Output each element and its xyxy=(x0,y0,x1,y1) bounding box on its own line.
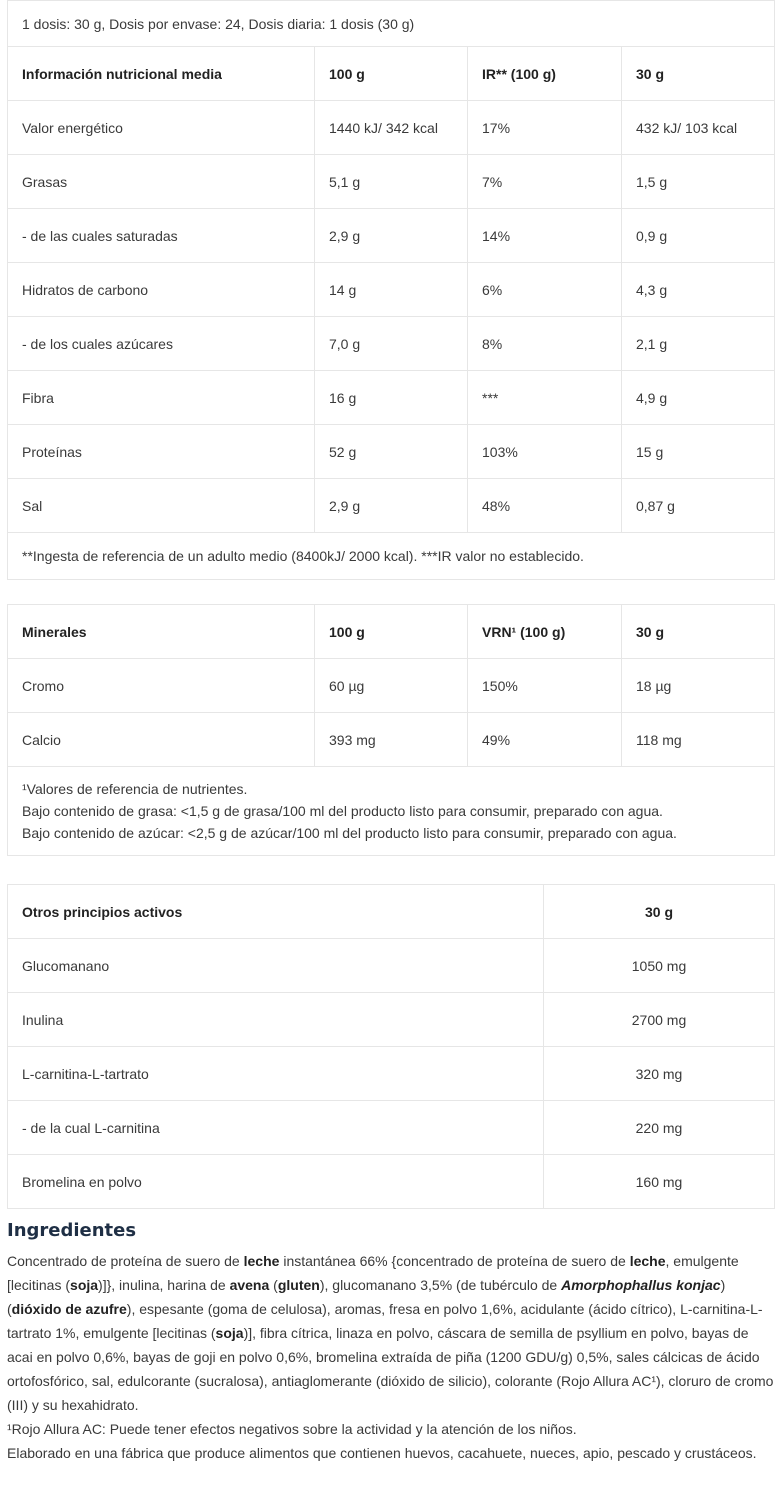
value-100g: 2,9 g xyxy=(315,209,468,263)
value-100g: 1440 kJ/ 342 kcal xyxy=(315,101,468,155)
table-header-row xyxy=(8,47,775,101)
value-ir: 7% xyxy=(468,155,622,209)
value-ir: 6% xyxy=(468,263,622,317)
value-30g: 0,87 g xyxy=(622,479,775,533)
factory-note: Elaborado en una fábrica que produce alimentos que contienen huevos, cacahuete, nueces, apio, pescado y crustáceos. xyxy=(7,1445,757,1461)
header-cell: VRN¹ (100 g) xyxy=(468,605,622,659)
nutrient-name: Sal xyxy=(8,479,315,533)
value-100g: 393 mg xyxy=(315,713,468,767)
nutrient-name: - de las cuales saturadas xyxy=(8,209,315,263)
value-vrn: 49% xyxy=(468,713,622,767)
allergen-text: soja xyxy=(215,1325,244,1341)
value-ir: 48% xyxy=(468,479,622,533)
allergen-text: leche xyxy=(243,1253,280,1269)
species-name: Amorphophallus konjac xyxy=(561,1277,721,1293)
table-row xyxy=(8,425,775,479)
ingredient-text: ), glucomanano 3,5% (de tubérculo de xyxy=(319,1277,562,1293)
value-vrn: 150% xyxy=(468,659,622,713)
value-ir: 103% xyxy=(468,425,622,479)
value-30g: 320 mg xyxy=(544,1047,775,1101)
ingredients-title: Ingredientes xyxy=(7,1220,137,1241)
nutrient-name: Proteínas xyxy=(8,425,315,479)
allura-note: ¹Rojo Allura AC: Puede tener efectos negativos sobre la actividad y la atención de los niños. xyxy=(7,1421,577,1437)
ingredient-text: Concentrado de proteína de suero de xyxy=(7,1253,244,1269)
value-30g: 2,1 g xyxy=(622,317,775,371)
table-row xyxy=(8,939,775,993)
table-row xyxy=(8,371,775,425)
actives-table-section xyxy=(7,884,774,1209)
value-30g: 160 mg xyxy=(544,1155,775,1209)
value-30g: 2700 mg xyxy=(544,993,775,1047)
ingredient-text: , emulgente [lecitinas ( xyxy=(7,1253,739,1293)
minerals-notes xyxy=(8,767,775,856)
serving-info-row xyxy=(8,1,775,47)
notes-row xyxy=(8,767,775,856)
header-cell: 30 g xyxy=(622,47,775,101)
table-row xyxy=(8,1155,775,1209)
actives-table xyxy=(7,884,775,1209)
table-row xyxy=(8,659,775,713)
value-30g: 118 mg xyxy=(622,713,775,767)
active-name: Inulina xyxy=(8,993,544,1047)
header-cell: 100 g xyxy=(315,47,468,101)
value-100g: 60 µg xyxy=(315,659,468,713)
ingredients-section xyxy=(7,1220,774,1465)
header-cell: Minerales xyxy=(8,605,315,659)
note-line: ¹Valores de referencia de nutrientes. xyxy=(22,781,248,797)
active-name: Bromelina en polvo xyxy=(8,1155,544,1209)
allergen-text: gluten xyxy=(277,1277,320,1293)
header-cell: Otros principios activos xyxy=(8,885,544,939)
active-name: - de la cual L-carnitina xyxy=(8,1101,544,1155)
value-30g: 0,9 g xyxy=(622,209,775,263)
value-100g: 16 g xyxy=(315,371,468,425)
ingredient-text: ) ( xyxy=(7,1277,726,1317)
table-row xyxy=(8,317,775,371)
table-row xyxy=(8,101,775,155)
table-row xyxy=(8,1047,775,1101)
table-header-row xyxy=(8,605,775,659)
header-cell: 100 g xyxy=(315,605,468,659)
ingredient-text: instantánea 66% {concentrado de proteína de suero de xyxy=(279,1253,630,1269)
value-ir: 8% xyxy=(468,317,622,371)
header-cell: IR** (100 g) xyxy=(468,47,622,101)
nutrient-name: - de los cuales azúcares xyxy=(8,317,315,371)
nutrient-name: Fibra xyxy=(8,371,315,425)
nutrient-name: Grasas xyxy=(8,155,315,209)
header-cell: Información nutricional media xyxy=(8,47,315,101)
value-30g: 4,9 g xyxy=(622,371,775,425)
allergen-text: soja xyxy=(70,1277,99,1293)
note-line: Bajo contenido de grasa: <1,5 g de grasa/100 ml del producto listo para consumir, preparado con agua. xyxy=(22,803,663,819)
table-row xyxy=(8,263,775,317)
value-100g: 2,9 g xyxy=(315,479,468,533)
note-line: Bajo contenido de azúcar: <2,5 g de azúcar/100 ml del producto listo para consumir, preparado con agua. xyxy=(22,825,677,841)
nutrient-name: Hidratos de carbono xyxy=(8,263,315,317)
table-row xyxy=(8,993,775,1047)
nutrition-table-section xyxy=(7,0,774,580)
active-name: L-carnitina-L-tartrato xyxy=(8,1047,544,1101)
ingredients-text xyxy=(7,1249,774,1417)
value-30g: 15 g xyxy=(622,425,775,479)
value-ir: *** xyxy=(468,371,622,425)
value-30g: 4,3 g xyxy=(622,263,775,317)
table-row xyxy=(8,713,775,767)
footnote: **Ingesta de referencia de un adulto medio (8400kJ/ 2000 kcal). ***IR valor no establecido. xyxy=(8,533,775,580)
table-row xyxy=(8,479,775,533)
nutrition-table xyxy=(7,0,775,580)
nutrient-name: Valor energético xyxy=(8,101,315,155)
mineral-name: Calcio xyxy=(8,713,315,767)
allergen-text: avena xyxy=(229,1277,270,1293)
mineral-name: Cromo xyxy=(8,659,315,713)
minerals-table-section xyxy=(7,604,774,856)
ingredient-text: )], fibra cítrica, linaza en polvo, cáscara de semilla de psyllium en polvo, bayas de acai en polvo 0,6%, bayas de goji en polvo 0,6%, bromelina extraída de piña (1200 GDU/g) 0,5%, sales cálcicas de ácido ortofosfórico, sal, edulcorante (sucralosa), antiaglomerante (dióxido de silicio), colorante (Rojo Allura AC¹), cloruro de cromo (III) y su hexahidrato. xyxy=(7,1325,774,1413)
ingredient-text: )]}, inulina, harina de xyxy=(98,1277,230,1293)
footnote-row xyxy=(8,533,775,580)
value-100g: 5,1 g xyxy=(315,155,468,209)
value-ir: 17% xyxy=(468,101,622,155)
table-row xyxy=(8,209,775,263)
value-30g: 18 µg xyxy=(622,659,775,713)
table-header-row xyxy=(8,885,775,939)
ingredient-text: ( xyxy=(269,1277,278,1293)
value-100g: 14 g xyxy=(315,263,468,317)
value-ir: 14% xyxy=(468,209,622,263)
allergen-text: dióxido de azufre xyxy=(11,1301,127,1317)
value-100g: 7,0 g xyxy=(315,317,468,371)
allergen-text: leche xyxy=(629,1253,666,1269)
value-30g: 432 kJ/ 103 kcal xyxy=(622,101,775,155)
minerals-table xyxy=(7,604,775,856)
value-30g: 1050 mg xyxy=(544,939,775,993)
table-row xyxy=(8,1101,775,1155)
header-cell: 30 g xyxy=(622,605,775,659)
value-30g: 220 mg xyxy=(544,1101,775,1155)
ingredient-text: ), espesante (goma de celulosa), aromas, fresa en polvo 1,6%, acidulante (ácido cítrico), L-carnitina-L-tartrato 1%, emulgente [lecitinas ( xyxy=(7,1301,763,1341)
active-name: Glucomanano xyxy=(8,939,544,993)
serving-info: 1 dosis: 30 g, Dosis por envase: 24, Dosis diaria: 1 dosis (30 g) xyxy=(8,1,775,47)
value-30g: 1,5 g xyxy=(622,155,775,209)
table-row xyxy=(8,155,775,209)
value-100g: 52 g xyxy=(315,425,468,479)
header-cell: 30 g xyxy=(544,885,775,939)
